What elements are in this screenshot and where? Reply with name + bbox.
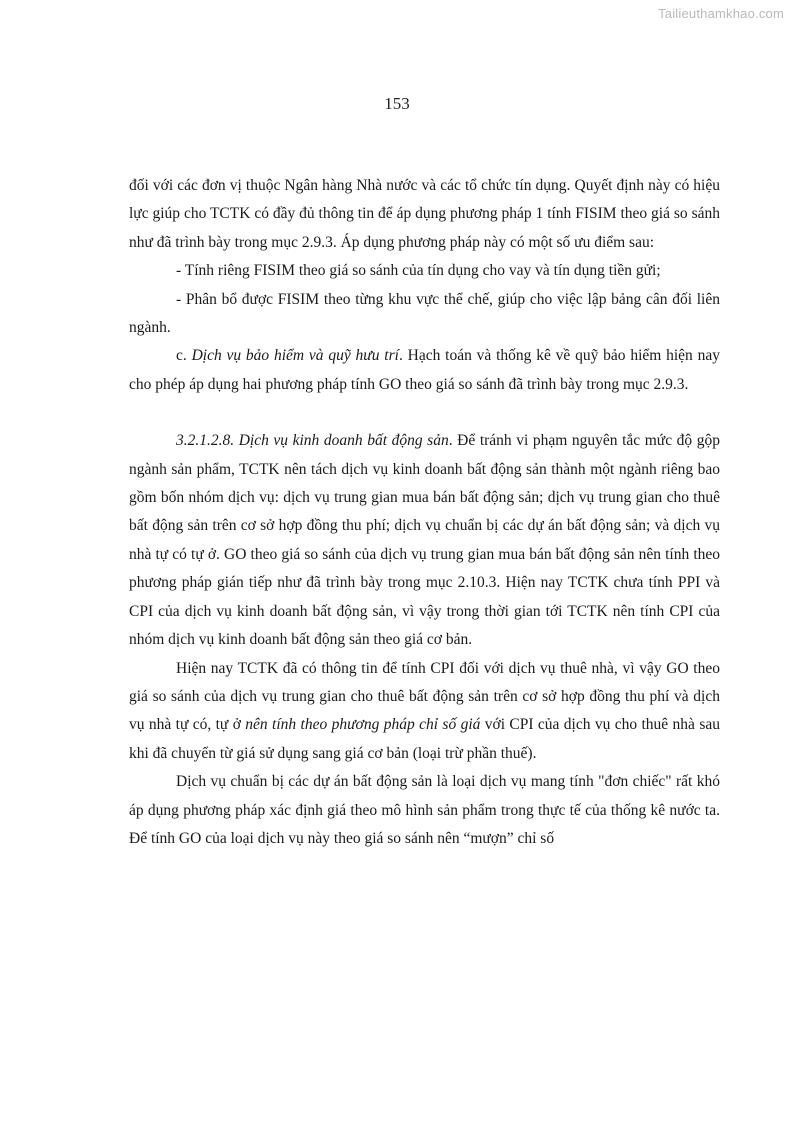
- paragraph: đối với các đơn vị thuộc Ngân hàng Nhà nước và các tổ chức tín dụng. Quyết định này có hiệu lực giúp cho TCTK có đầy đủ thông tin để áp dụng phương pháp 1 tính FISIM theo giá so sánh như đã trình bày trong mục 2.9.3. Áp dụng phương pháp này có một số ưu điểm sau:: [129, 177, 720, 251]
- section-heading: 3.2.1.2.8. Dịch vụ kinh doanh bất động sản: [176, 432, 449, 450]
- italic-phrase: nên tính theo phương pháp chỉ số giá: [245, 716, 481, 734]
- spacer: [129, 399, 720, 427]
- paragraph-text: . Hạch toán và thống kê về quỹ bảo hiểm hiện nay cho phép áp dụng hai phương pháp tính GO theo giá so sánh đã trình bày trong mục 2.9.3.: [129, 347, 720, 393]
- paragraph-text: Hiện nay TCTK đã có thông tin để tính CPI đối với dịch vụ thuê nhà, vì vậy GO theo giá so sánh của dịch vụ trung gian cho thuê bất động sản trên cơ sở hợp đồng thu phí và dịch vụ nhà tự có, tự ở: [129, 659, 720, 734]
- bullet-item: - Tính riêng FISIM theo giá so sánh của tín dụng cho vay và tín dụng tiền gửi;: [176, 262, 661, 280]
- paragraph-prefix: c.: [176, 347, 192, 365]
- section-real-estate: [129, 427, 720, 654]
- bullet-item: - Phân bổ được FISIM theo từng khu vực thể chế, giúp cho việc lập bảng cân đối liên ngành.: [129, 290, 720, 337]
- document-body: [129, 172, 720, 853]
- page-number: 153: [384, 94, 410, 113]
- paragraph-text: với CPI của dịch vụ cho thuê nhà sau khi đã chuyển từ giá sử dụng sang giá cơ bản (loại trừ phần thuế).: [129, 716, 720, 762]
- paragraph-insurance: [129, 342, 720, 399]
- watermark: Tailieuthamkhao.com: [658, 6, 784, 21]
- paragraph-text: . Để tránh vi phạm nguyên tắc mức độ gộp ngành sản phẩm, TCTK nên tách dịch vụ kinh doanh bất động sản thành một ngành riêng bao gồm bốn nhóm dịch vụ: dịch vụ trung gian mua bán bất động sản; dịch vụ trung gian cho thuê bất động sản trên cơ sở hợp đồng thu phí; dịch vụ chuẩn bị các dự án bất động sản; và dịch vụ nhà tự có tự ở. GO theo giá so sánh của dịch vụ trung gian mua bán bất động sản nên tính theo phương pháp gián tiếp như đã trình bày trong mục 2.10.3. Hiện nay TCTK chưa tính PPI và CPI của dịch vụ kinh doanh bất động sản, vì vậy trong thời gian tới TCTK nên tính CPI của nhóm dịch vụ kinh doanh bất động sản theo giá cơ bản.: [129, 432, 720, 649]
- paragraph-cpi: [129, 655, 720, 769]
- italic-heading: Dịch vụ bảo hiểm và quỹ hưu trí: [191, 347, 399, 365]
- paragraph-project-services: Dịch vụ chuẩn bị các dự án bất động sản là loại dịch vụ mang tính "đơn chiếc" rất khó áp dụng phương pháp xác định giá theo mô hình sản phẩm trong thực tế của thống kê nước ta. Để tính GO của loại dịch vụ này theo giá so sánh nên “mượn” chỉ số: [129, 773, 720, 847]
